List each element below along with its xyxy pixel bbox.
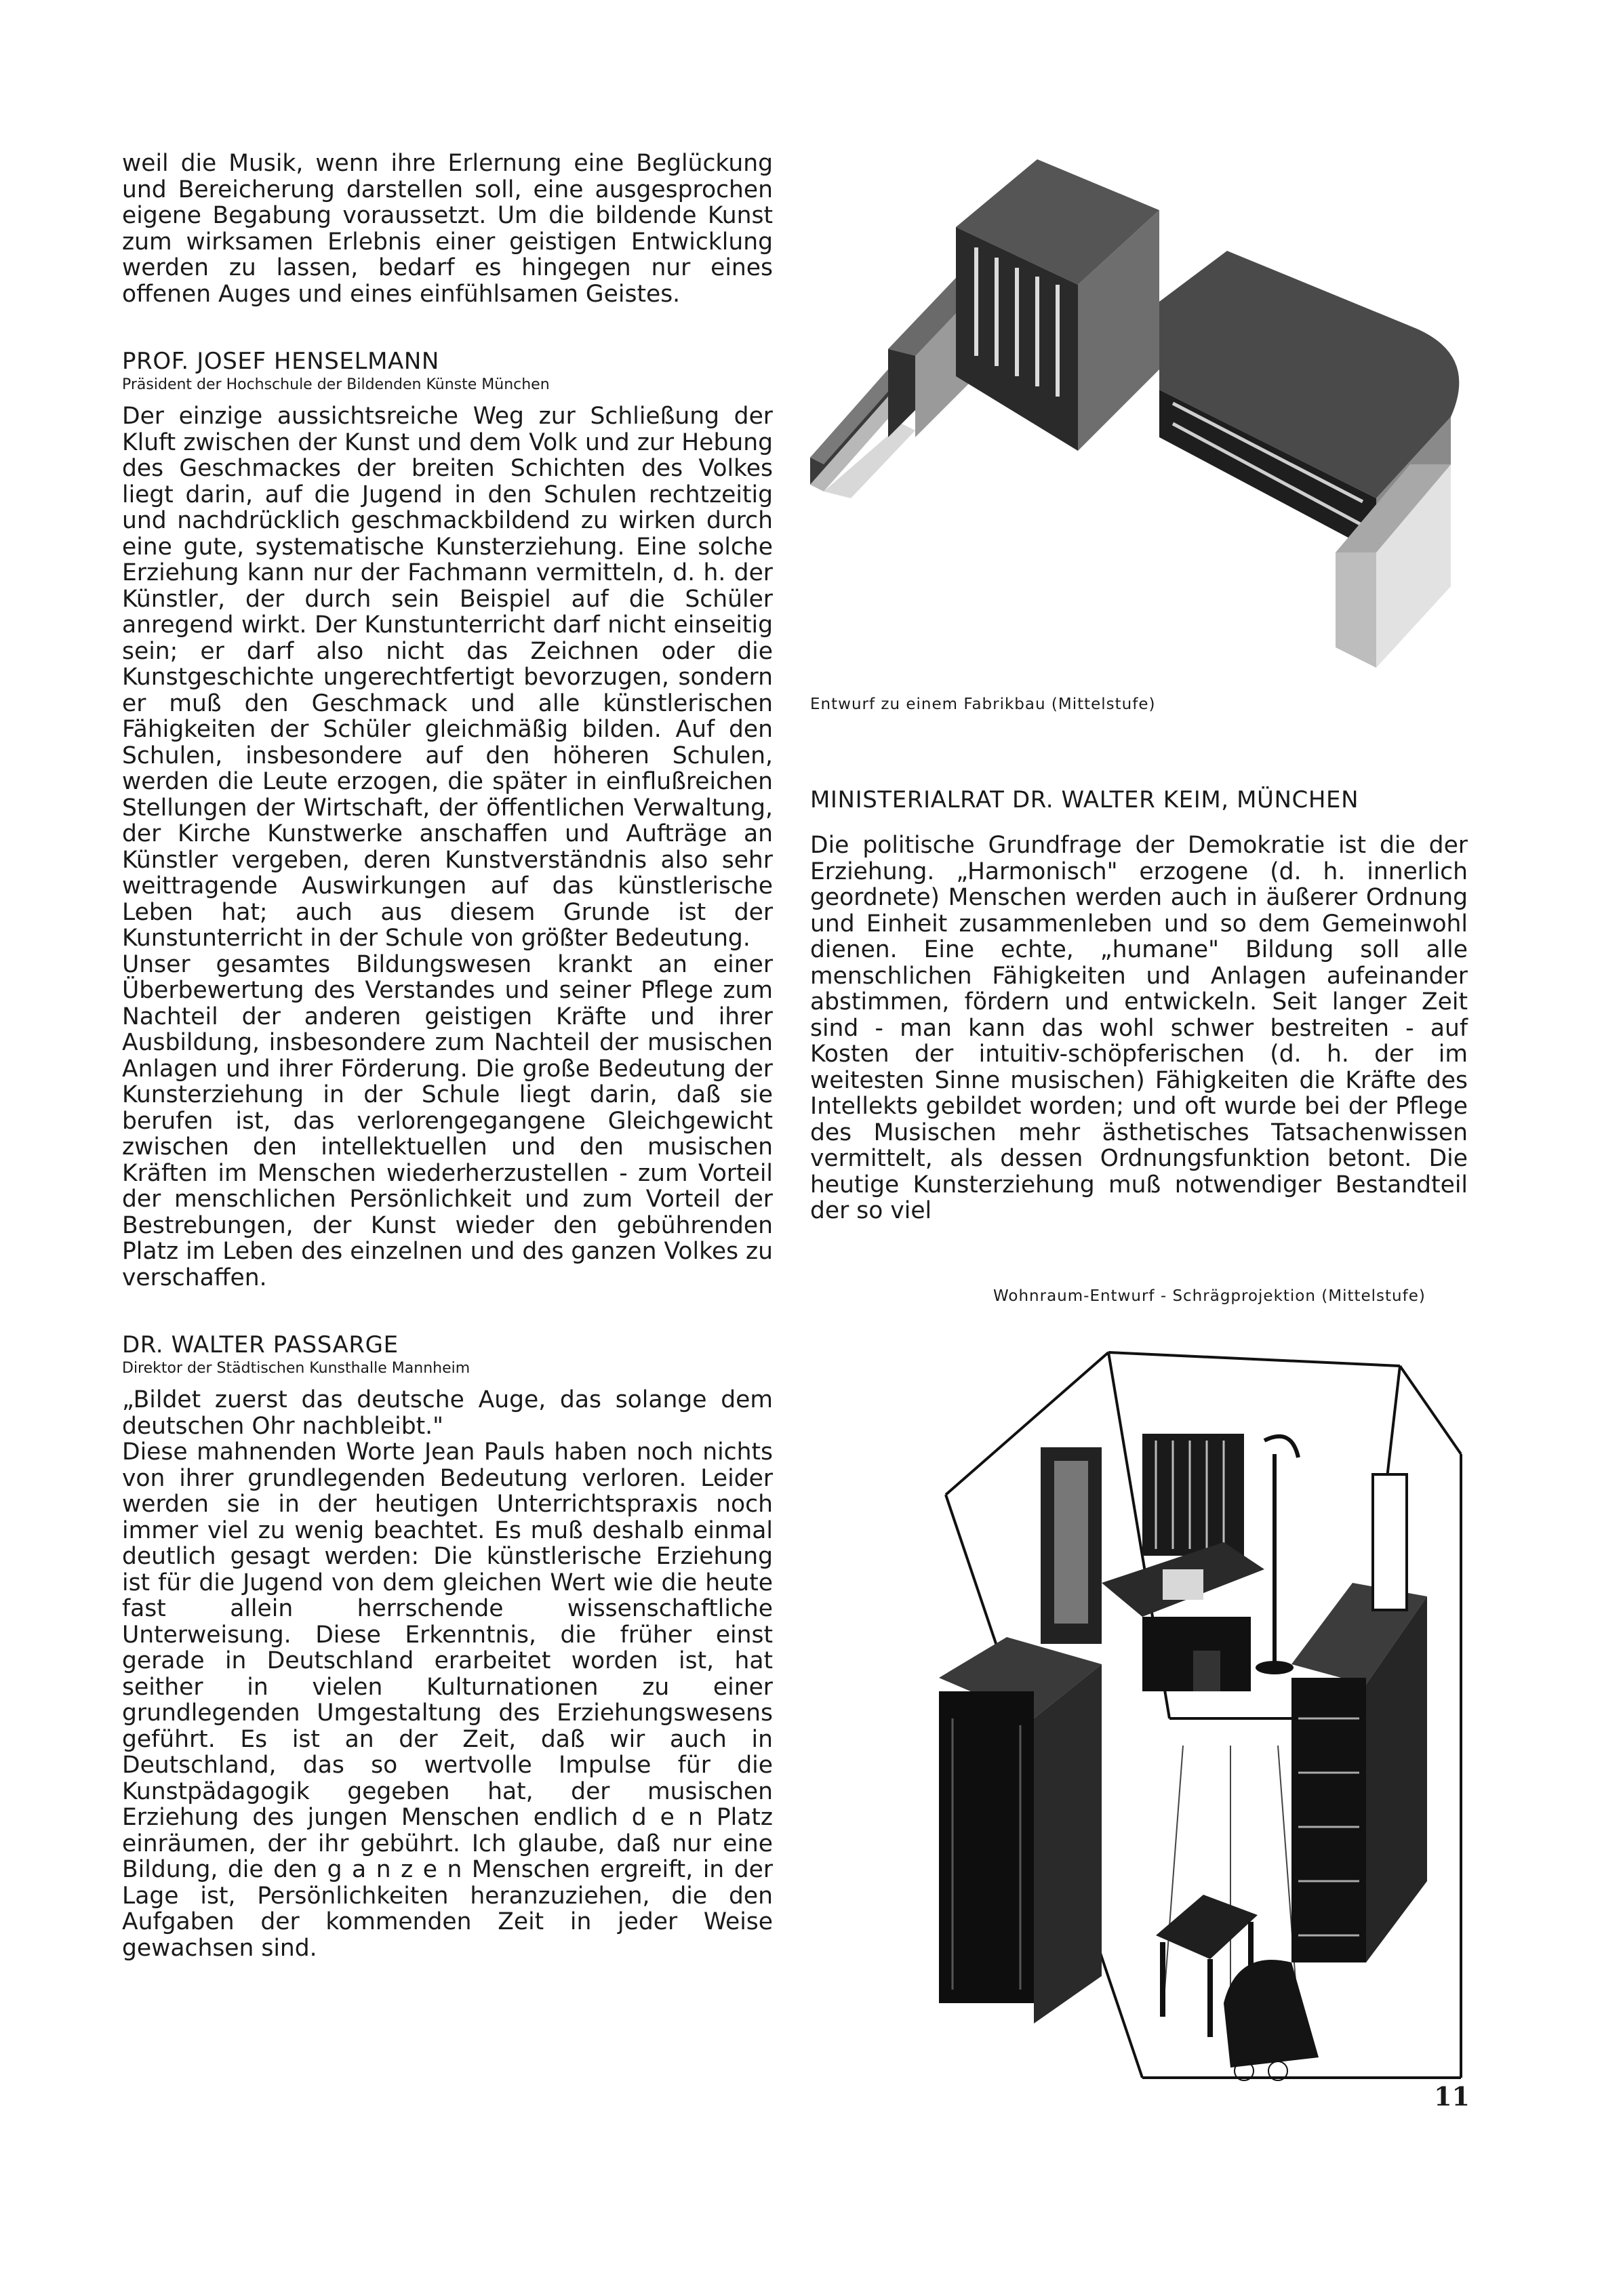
henselmann-subtitle: Präsident der Hochschule der Bildenden Künste München (122, 376, 550, 393)
living-room-drawing (939, 1339, 1468, 2084)
intro-paragraph: weil die Musik, wenn ihre Erlernung eine Beglückung und Bereicherung darstellen soll, eine ausgesprochen eigene Begabung voraussetzt. Um die bildende Kunst zum wirksamen Erlebnis einer geistigen Entwicklung werden zu lassen, bedarf es hingegen nur eines offenen Auges und eines einfühlsamen Geistes. (122, 150, 773, 308)
factory-caption: Entwurf zu einem Fabrikbau (Mittelstufe) (810, 696, 1156, 713)
factory-building-drawing (807, 146, 1471, 681)
room-caption: Wohnraum-Entwurf - Schrägprojektion (Mittelstufe) (993, 1287, 1426, 1305)
keim-heading: MINISTERIALRAT DR. WALTER KEIM, MÜNCHEN (810, 786, 1359, 813)
page-number: 11 (1434, 2081, 1470, 2112)
henselmann-heading: PROF. JOSEF HENSELMANN (122, 348, 439, 375)
factory-drawing-figure (807, 146, 1471, 681)
keim-paragraph: Die politische Grundfrage der Demokratie ist die der Erziehung. „Harmonisch" erzogene (d. h. innerlich geordnete) Menschen werden auch in äußerer Ordnung und Einheit zusammenleben und so dem Gemeinwohl dienen. Eine echte, „humane" Bildung soll alle menschlichen Fähigkeiten und Anlagen aufeinander abstimmen, fördern und entwickeln. Seit langer Zeit sind - man kann das wohl schwer bestreiten - auf Kosten der intuitiv-schöpferischen (d. h. der im weitesten Sinne musischen) Fähigkeiten die Kräfte des Intellekts gebildet worden; und oft wurde bei der Pflege des Musischen mehr ästhetisches Tatsachenwissen vermittelt, als dessen Ordnungsfunktion betont. Die heutige Kunsterziehung muß notwendiger Bestandteil der so viel (810, 832, 1468, 1224)
passarge-paragraph-2: Diese mahnenden Worte Jean Pauls haben noch nichts von ihrer grundlegenden Bedeutung verloren. Leider werden sie in der heutigen Unterrichtspraxis noch immer viel zu wenig beachtet. Es muß deshalb einmal deutlich gesagt werden: Die künstlerische Erziehung ist für die Jugend von dem gleichen Wert wie die heute fast allein herrschende wissenschaftliche Unterweisung. Diese Erkenntnis, die früher einst gerade in Deutschland erarbeitet worden ist, hat seither in vielen Kulturnationen zu einer grundlegenden Umgestaltung des Erziehungswesens geführt. Es ist an der Zeit, daß wir auch in Deutschland, das so wertvolle Impulse für die Kunstpädagogik gegeben hat, der musischen Erziehung des jungen Menschen endlich d e n Platz einräumen, der ihr gebührt. Ich glaube, daß nur eine Bildung, die den g a n z e n Menschen ergreift, in der Lage ist, Persönlichkeiten heranzuziehen, die den Aufgaben der kommenden Zeit in jeder Weise gewachsen sind. (122, 1438, 773, 1962)
passarge-subtitle: Direktor der Städtischen Kunsthalle Mannheim (122, 1360, 470, 1377)
passarge-heading: DR. WALTER PASSARGE (122, 1331, 399, 1358)
henselmann-paragraph-2: Unser gesamtes Bildungswesen krankt an einer Überbewertung des Verstandes und seiner Pflege zum Nachteil der anderen geistigen Kräfte und ihrer Ausbildung, insbesondere zum Nachteil der musischen Anlagen und ihrer Förderung. Die große Bedeutung der Kunsterziehung in der Schule liegt darin, daß sie berufen ist, das verlorengegangene Gleichgewicht zwischen den intellektuellen und den musischen Kräften im Menschen wiederherzustellen - zum Vorteil der menschlichen Persönlichkeit und zum Vorteil der Bestrebungen, der Kunst wieder den gebührenden Platz im Leben des einzelnen und des ganzen Volkes zu verschaffen. (122, 950, 773, 1291)
room-drawing-figure (939, 1339, 1468, 2084)
passarge-paragraph-1: „Bildet zuerst das deutsche Auge, das solange dem deutschen Ohr nachbleibt." (122, 1386, 773, 1440)
henselmann-paragraph-1: Der einzige aussichtsreiche Weg zur Schließung der Kluft zwischen der Kunst und dem Volk und zur Hebung des Geschmackes der breiten Schichten des Volkes liegt darin, auf die Jugend in den Schulen rechtzeitig und nachdrücklich geschmackbildend zu wirken durch eine gute, systematische Kunsterziehung. Eine solche Erziehung kann nur der Fachmann vermitteln, d. h. der Künstler, der durch sein Beispiel auf die Schüler anregend wirkt. Der Kunstunterricht darf nicht einseitig sein; er darf also nicht das Zeichnen oder die Kunstgeschichte ungerechtfertigt bevorzugen, sondern er muß den Geschmack und alle künstlerischen Fähigkeiten der Schüler gleichmäßig bilden. Auf den Schulen, insbesondere auf den höheren Schulen, werden die Leute erzogen, die später in einflußreichen Stellungen der Wirtschaft, der öffentlichen Verwaltung, der Kirche Kunstwerke anschaffen und Aufträge an Künstler vergeben, deren Kunstverständnis also sehr weittragende Auswirkungen auf das künstlerische Leben hat; auch aus diesem Grunde ist der Kunstunterricht in der Schule von größter Bedeutung. (122, 403, 773, 952)
keim-section (810, 786, 1468, 1224)
left-column (122, 150, 773, 1961)
